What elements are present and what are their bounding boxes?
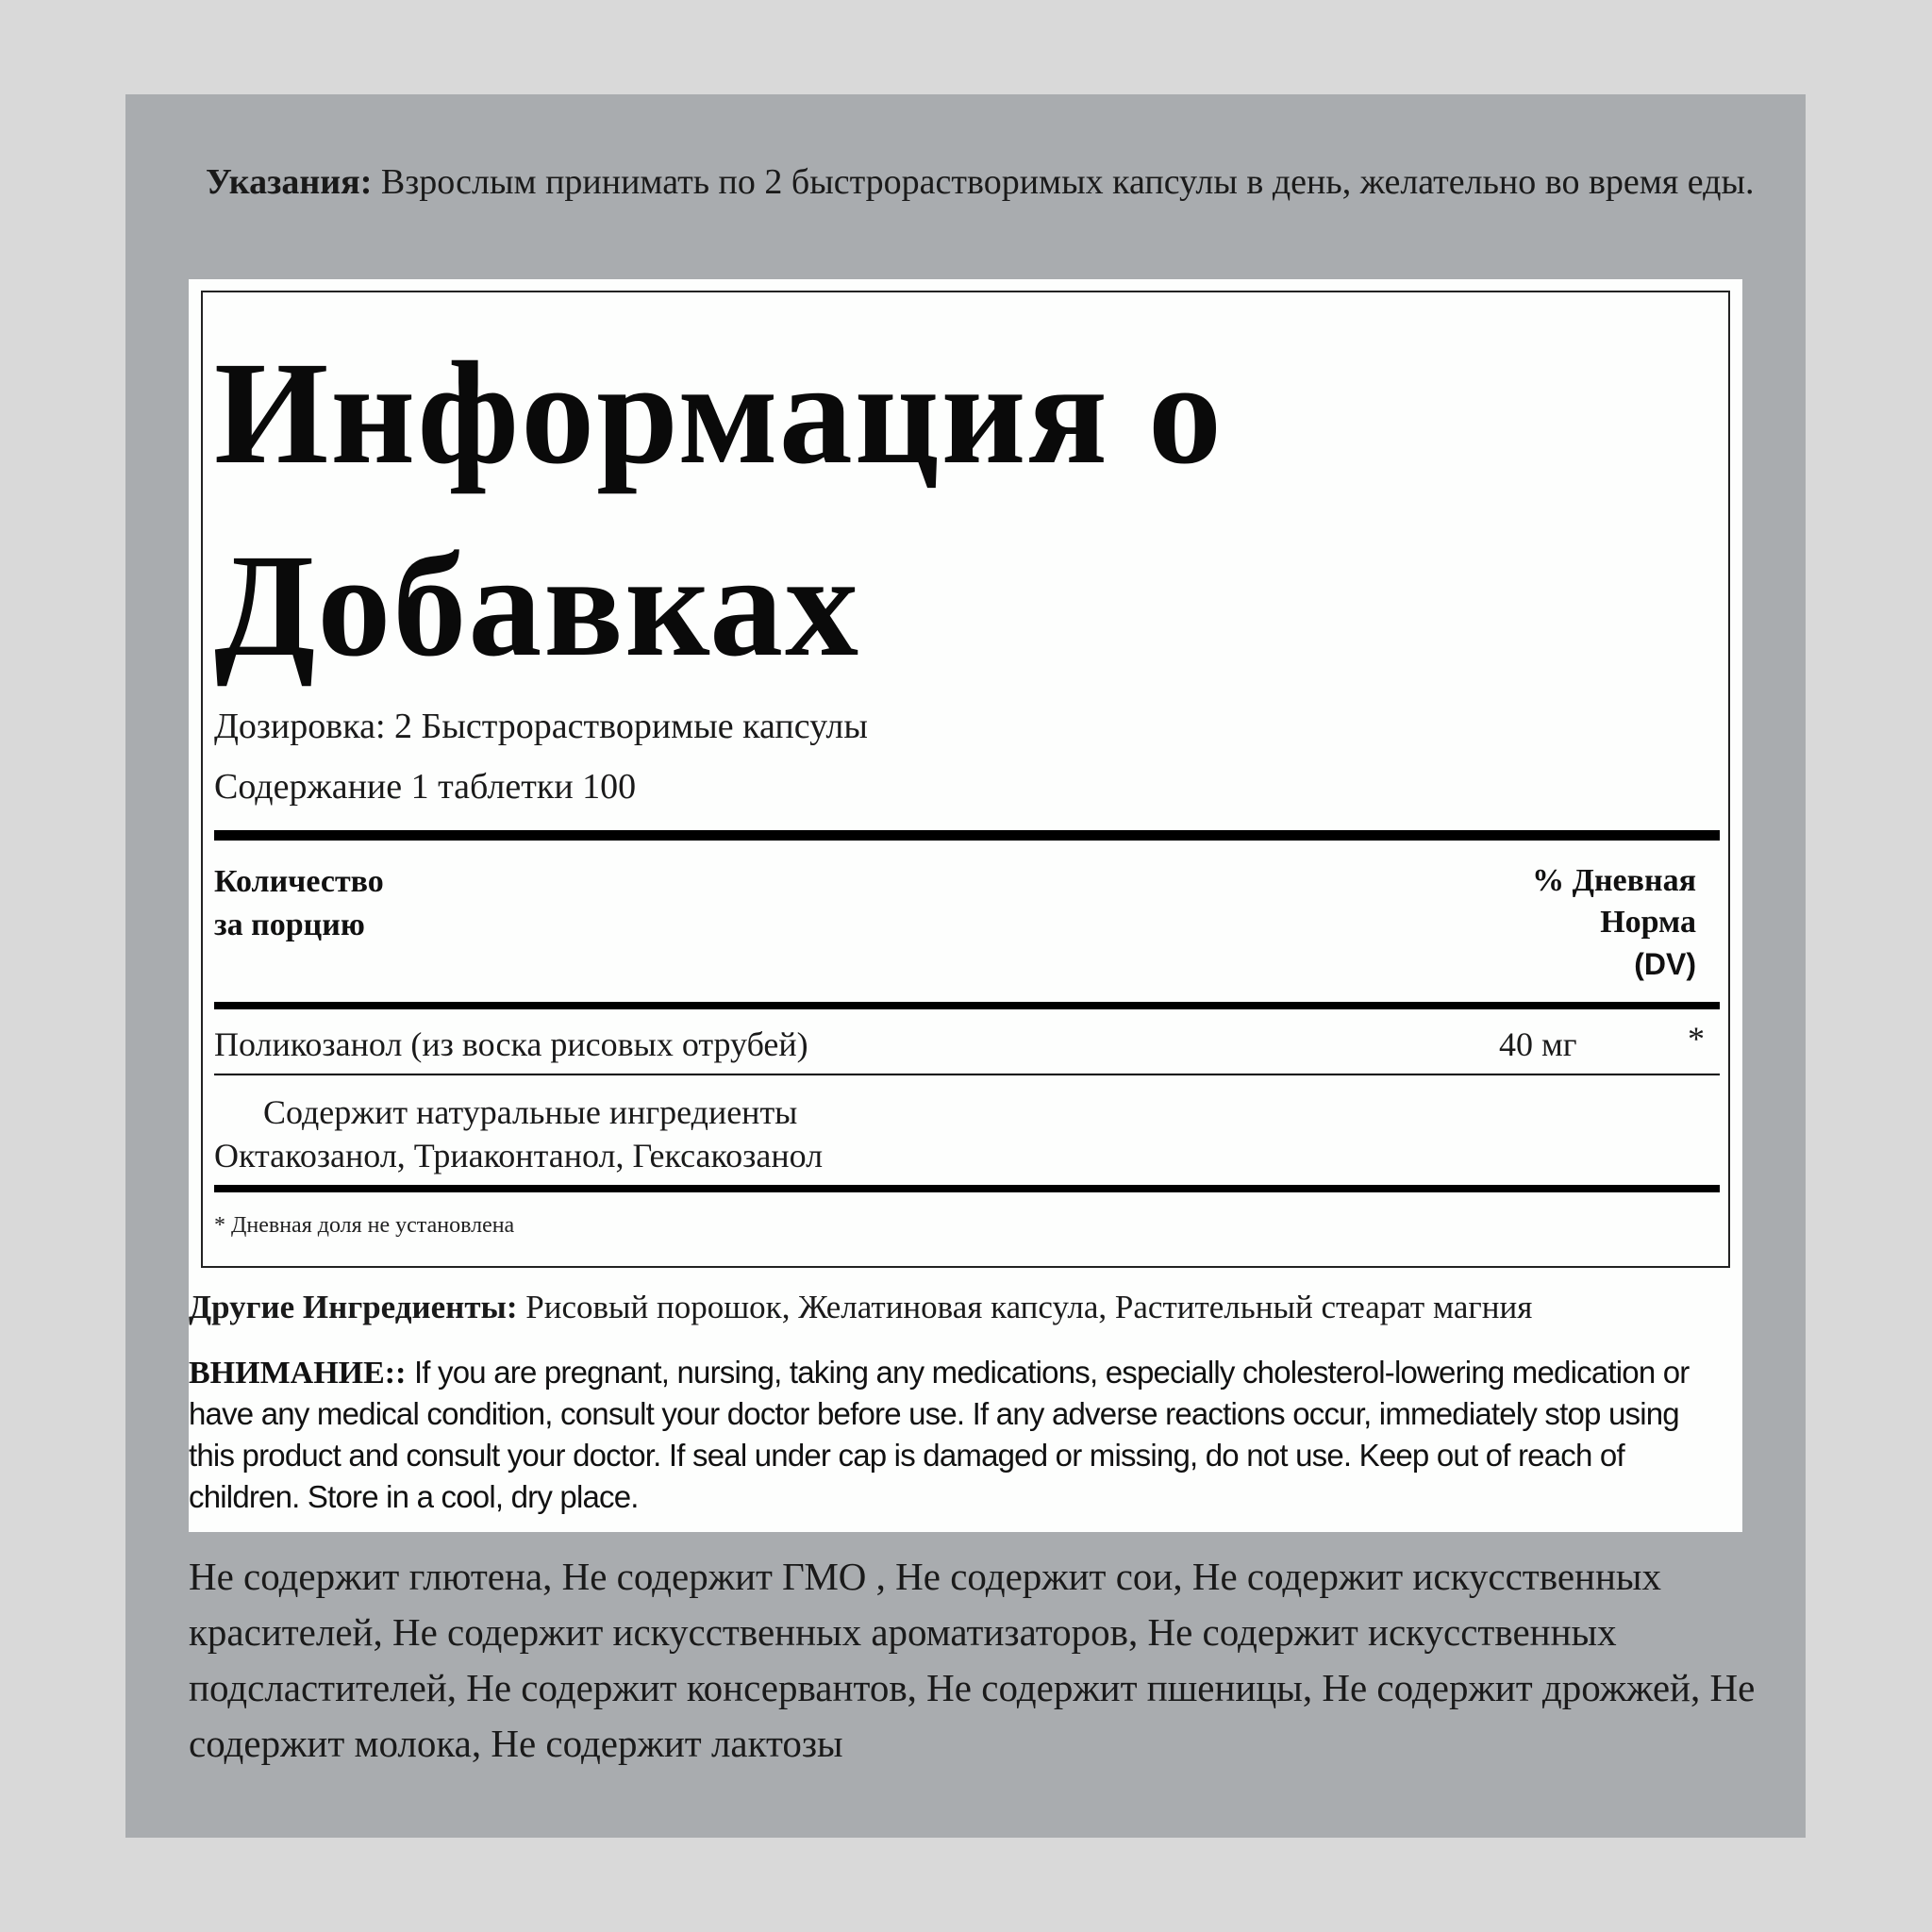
thick-divider-bottom [214, 1185, 1720, 1192]
other-ingredients [189, 1289, 1742, 1326]
daily-value-footnote: * Дневная доля не установлена [214, 1213, 515, 1238]
supplement-facts-box [201, 291, 1730, 1268]
contains-line2: Октакозанол, Триаконтанол, Гексакозанол [214, 1137, 824, 1174]
thick-divider-top [214, 830, 1720, 841]
other-ingredients-label: Другие Ингредиенты: [189, 1289, 518, 1325]
warning-label: ВНИМАНИЕ:: [189, 1356, 407, 1391]
ingredient-dv: * [1688, 1020, 1705, 1058]
header-daily-value [1532, 860, 1696, 985]
directions-label: Указания: [206, 162, 373, 202]
label-panel [125, 94, 1806, 1838]
header-amount [214, 860, 384, 947]
header-dv-line3: (DV) [1634, 947, 1696, 981]
servings-per-container: Содержание 1 таблетки 100 [214, 767, 637, 807]
ingredient-amount: 40 мг [1499, 1025, 1577, 1063]
other-ingredients-text: Рисовый порошок, Желатиновая капсула, Растительный стеарат магния [525, 1289, 1533, 1325]
thin-divider [214, 1074, 1720, 1075]
warning-text: If you are pregnant, nursing, taking any medications, especially cholesterol-lowering medication or have any medical condition, consult your doctor before use. If any adverse reactions occur, immediately stop using this product and consult your doctor. If seal under cap is damaged or missing, do not use. Keep out of reach of children. Store in a cool, dry place. [189, 1355, 1690, 1514]
ingredient-name: Поликозанол (из воска рисовых отрубей) [214, 1025, 808, 1063]
directions-text: Взрослым принимать по 2 быстрорастворимых капсулы в день, желательно во время еды. [380, 162, 1755, 202]
directions [206, 157, 1809, 208]
medium-divider [214, 1002, 1720, 1009]
free-from-statement: Не содержит глютена, Не содержит ГМО , Не содержит сои, Не содержит искусственных красителей, Не содержит искусственных ароматизаторов, Не содержит искусственных подсластителей, Не содержит консервантов, Не содержит пшеницы, Не содержит дрожжей, Не содержит молока, Не содержит лактозы [189, 1555, 1756, 1765]
facts-title: Информация о Добавках [214, 331, 1224, 687]
serving-size: Дозировка: 2 Быстрорастворимые капсулы [214, 707, 868, 746]
label-card [189, 279, 1742, 1532]
contains-line1: Содержит натуральные ингредиенты [263, 1093, 798, 1131]
header-dv-line2: Норма [1600, 905, 1696, 940]
header-amount-line1: Количество [214, 864, 384, 899]
header-dv-line1: % Дневная [1532, 863, 1696, 898]
header-amount-line2: за порцию [214, 908, 365, 942]
warning [189, 1352, 1726, 1518]
